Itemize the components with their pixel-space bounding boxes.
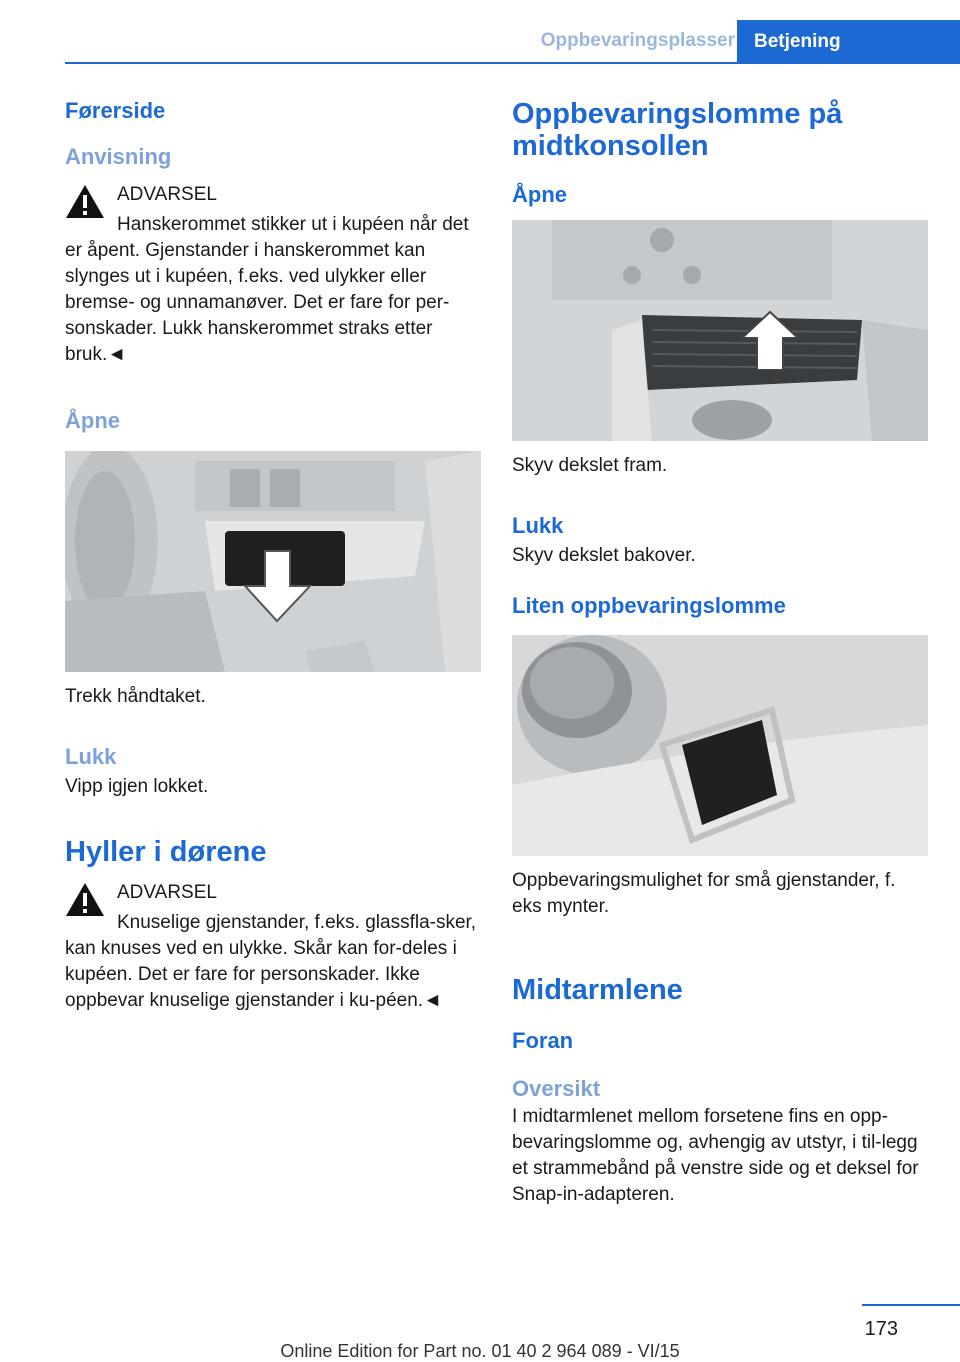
heading-oversikt: Oversikt [512,1076,601,1101]
header-rule [65,62,960,64]
page-number: 173 [864,1318,898,1340]
heading-foran: Foran [512,1028,574,1053]
heading-apne: Åpne [65,408,120,433]
heading-liten-oppbevaringslomme: Liten oppbevaringslomme [512,593,786,618]
warning-door-shelves [65,880,481,1014]
footer-rule [862,1304,960,1306]
right-column [512,98,928,1208]
heading-anvisning: Anvisning [65,144,172,169]
heading-lukk: Lukk [65,744,117,769]
warning-triangle-icon [65,184,105,219]
text-close-lid: Vipp igjen lokket. [65,776,209,797]
footer-edition: Online Edition for Part no. 01 40 2 964 089 - VI/15 [280,1341,680,1361]
left-column [65,98,481,1014]
text-oversikt: I midtarmlenet mellom forsetene fins en opp-bevaringslomme og, avhengig av utstyr, i til-legg et strammebånd på venstre side og et deksel for Snap-in-adapteren. [512,1106,919,1205]
warning-body: Hanskerommet stikker ut i kupéen når det er åpent. Gjenstander i hanskerommet kan slynges ut i kupéen, f.eks. ved ulykker eller bremse- og unnamanøver. Det er fare for per-sonskader. Lukk hanskerommet straks etter bruk.◄ [65,214,469,365]
heading-oppbevaringslomme: Oppbevaringslomme på midtkonsollen [512,98,843,162]
header-tab-betjening: Betjening [737,20,960,64]
caption-pull-handle: Trekk håndtaket. [65,686,206,707]
caption-slide-cover-forward: Skyv dekslet fram. [512,455,668,476]
warning-body: Knuselige gjenstander, f.eks. glassfla-sker, kan knuses ved en ulykke. Skår kan for-deles i kupéen. Det er fare for personskader. Ikke oppbevar knuselige gjenstander i ku-péen.◄ [65,912,477,1011]
text-slide-cover-back: Skyv dekslet bakover. [512,545,696,566]
heading-hyller: Hyller i dørene [65,836,267,868]
warning-glovebox [65,182,481,368]
heading-forerside: Førerside [65,98,166,123]
header-section-title: Oppbevaringsplasser [540,30,735,51]
heading-midtarmlene: Midtarmlene [512,974,683,1006]
caption-small-items: Oppbevaringsmulighet for små gjenstander, f. eks mynter. [512,870,896,917]
warning-title: ADVARSEL [117,184,217,205]
center-console-figure [512,220,928,441]
warning-title: ADVARSEL [117,882,217,903]
small-compartment-figure [512,635,928,856]
glovebox-figure [65,451,481,672]
warning-triangle-icon [65,882,105,917]
heading-apne: Åpne [512,182,567,207]
heading-lukk: Lukk [512,513,564,538]
